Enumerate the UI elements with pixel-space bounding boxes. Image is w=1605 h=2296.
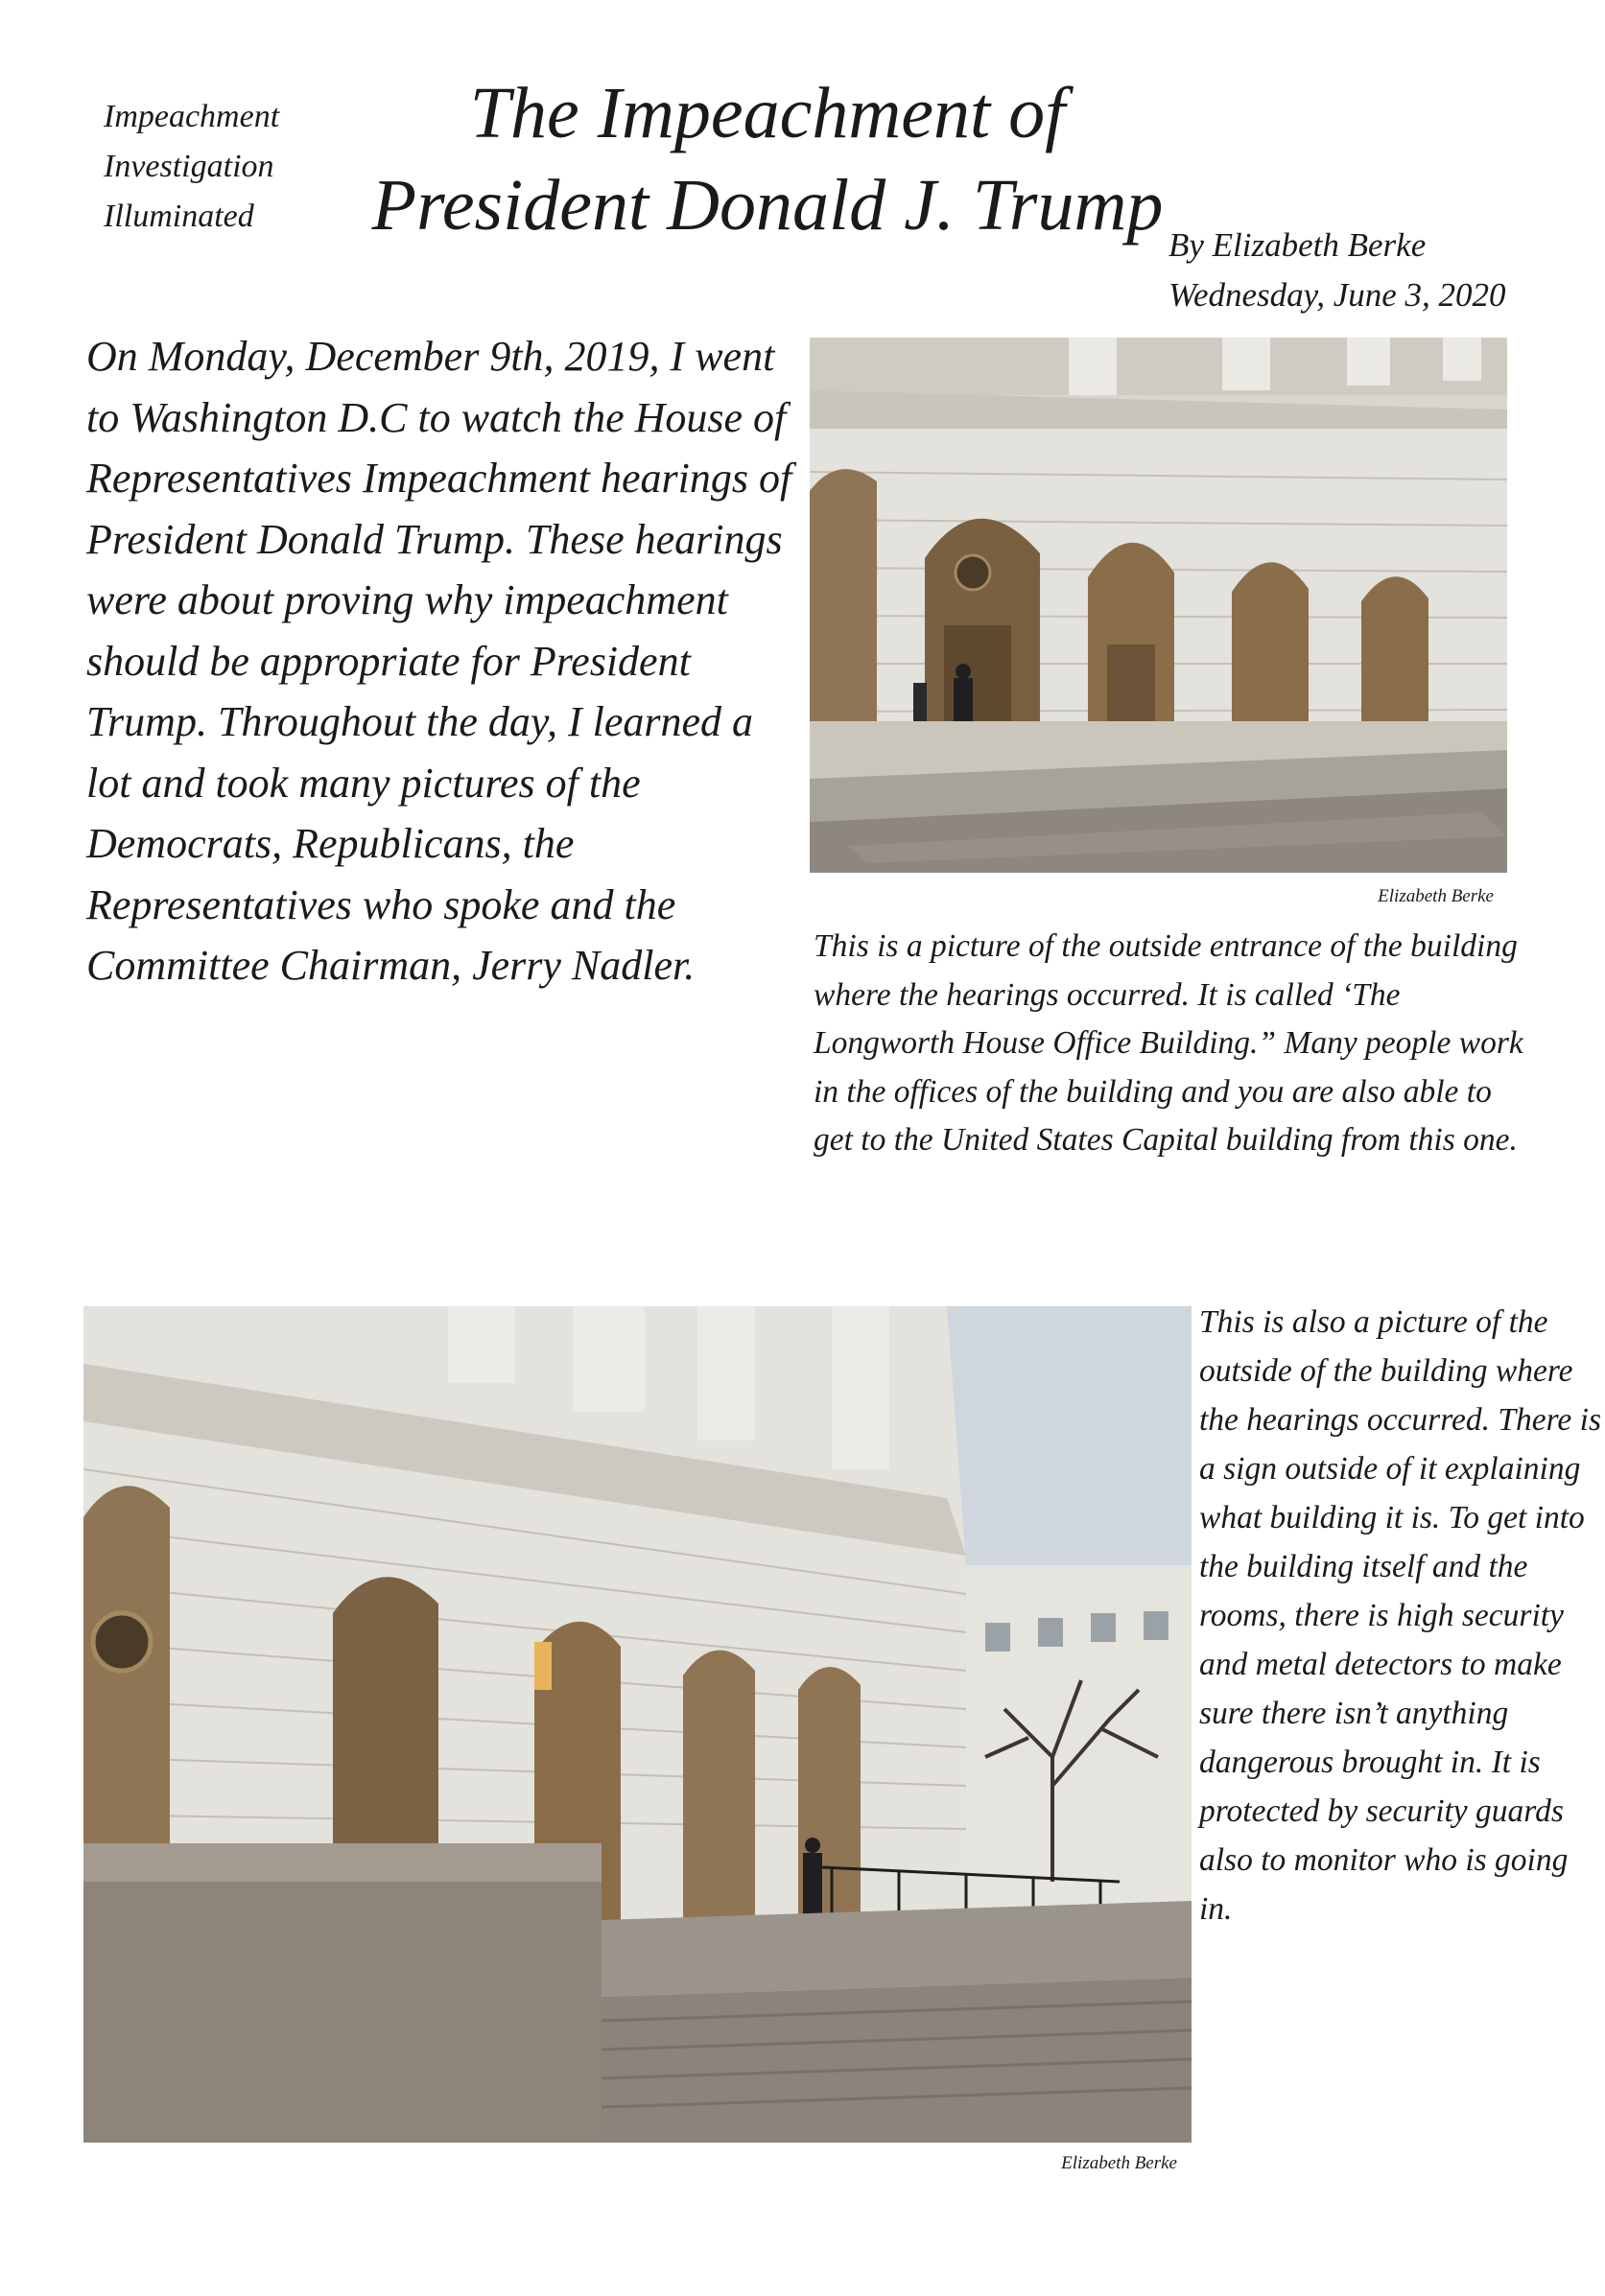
photo-building-entrance xyxy=(810,338,1507,873)
publish-date: Wednesday, June 3, 2020 xyxy=(1168,276,1506,314)
byline-block xyxy=(1168,221,1591,320)
photo-credit-1: Elizabeth Berke xyxy=(1378,886,1494,906)
photo-caption-2: This is also a picture of the outside of the building where the hearings occurred. There is a sign outside of it explaining what building it is. To get into the building itself and the rooms, there is high security and metal detectors to make sure there isn’t anything dangerous brought in. It is protected by security guards also to monitor who is going in. xyxy=(1199,1304,1601,1927)
photo-building-exterior xyxy=(83,1306,1192,2143)
photo-caption-1: This is a picture of the outside entrance of the building where the hearings occurred. It is called ‘The Longworth House Office Building.” Many people work in the offices of the building and you are also able to get to the United States Capital building from this one. xyxy=(814,928,1523,1158)
series-line-1: Impeachment xyxy=(104,99,280,134)
title-line-2: President Donald J. Trump xyxy=(371,165,1164,246)
intro-paragraph: On Monday, December 9th, 2019, I went to Washington D.C to watch the House of Representatives Impeachment hearings of President Donald Trump. These hearings were about proving why impeachment should be appropriate for President Trump. Throughout the day, I learned a lot and took many pictures of the Democrats, Republicans, the Representatives who spoke and the Committee Chairman, Jerry Nadler. xyxy=(86,333,792,989)
series-line-2: Investigation xyxy=(104,149,274,184)
photo-credit-2: Elizabeth Berke xyxy=(1061,2153,1177,2173)
page-title xyxy=(365,67,1170,251)
series-label xyxy=(104,92,353,242)
author-byline: By Elizabeth Berke xyxy=(1168,226,1427,264)
series-line-3: Illuminated xyxy=(104,199,254,234)
title-line-1: The Impeachment of xyxy=(469,73,1066,153)
